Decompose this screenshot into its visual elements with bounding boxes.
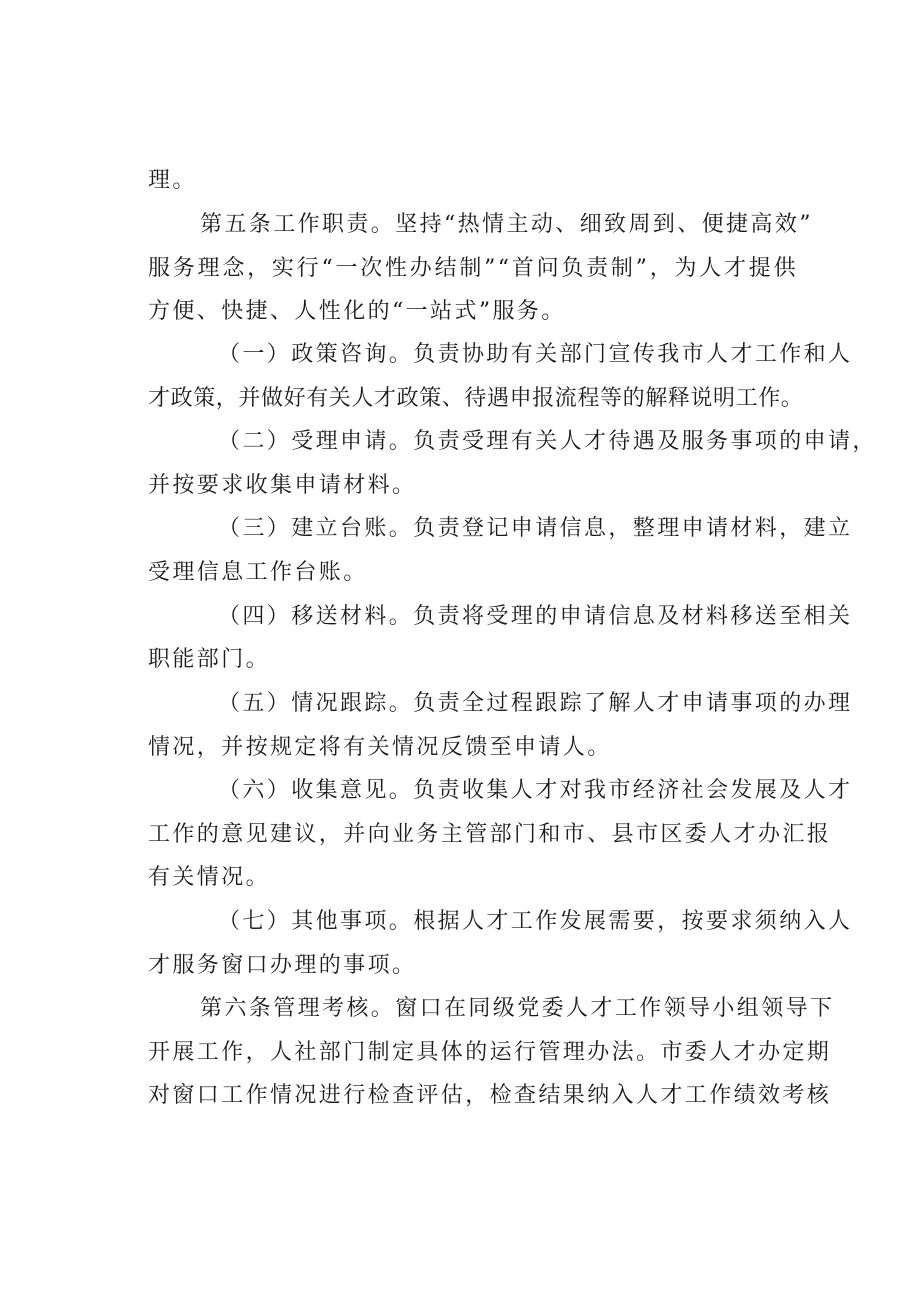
item-6-line: （六）收集意见。负责收集人才对我市经济社会发展及人才	[218, 778, 853, 803]
article-5-line: 服务理念，实行“一次性办结制”“首问负责制”，为人才提供	[148, 256, 798, 281]
item-1-line: （一）政策咨询。负责协助有关部门宣传我市人才工作和人	[218, 342, 853, 367]
item-6-line: 工作的意见建议，并向业务主管部门和市、县市区委人才办汇报	[148, 822, 832, 847]
item-4-line: 职能部门。	[148, 647, 271, 672]
item-4-line: （四）移送材料。负责将受理的申请信息及材料移送至相关	[218, 604, 853, 629]
article-5-line: 方便、快捷、人性化的“一站式”服务。	[148, 299, 566, 324]
item-2-line: （二）受理申请。负责受理有关人才待遇及服务事项的申请，	[218, 429, 877, 454]
article-6-line: 对窗口工作情况进行检查评估，检查结果纳入人才工作绩效考核	[148, 1083, 832, 1108]
item-3-line: 受理信息工作台账。	[148, 560, 368, 585]
article-6-heading-line: 第六条管理考核。窗口在同级党委人才工作领导小组领导下	[200, 996, 835, 1021]
item-2-line: 并按要求收集申请材料。	[148, 473, 417, 498]
item-5-line: （五）情况跟踪。负责全过程跟踪了解人才申请事项的办理	[218, 691, 853, 716]
item-3-line: （三）建立台账。负责登记申请信息，整理申请材料，建立	[218, 516, 853, 541]
item-7-line: （七）其他事项。根据人才工作发展需要，按要求须纳入人	[218, 909, 853, 934]
text-line-continuation: 理。	[148, 168, 197, 193]
item-7-line: 才服务窗口办理的事项。	[148, 953, 417, 978]
item-5-line: 情况，并按规定将有关情况反馈至申请人。	[148, 735, 612, 760]
item-6-line: 有关情况。	[148, 865, 271, 890]
article-6-line: 开展工作，人社部门制定具体的运行管理办法。市委人才办定期	[148, 1040, 832, 1065]
article-5-heading-line: 第五条工作职责。坚持“热情主动、细致周到、便捷高效”	[200, 212, 813, 237]
item-1-line: 才政策，并做好有关人才政策、待遇申报流程等的解释说明工作。	[148, 386, 804, 411]
